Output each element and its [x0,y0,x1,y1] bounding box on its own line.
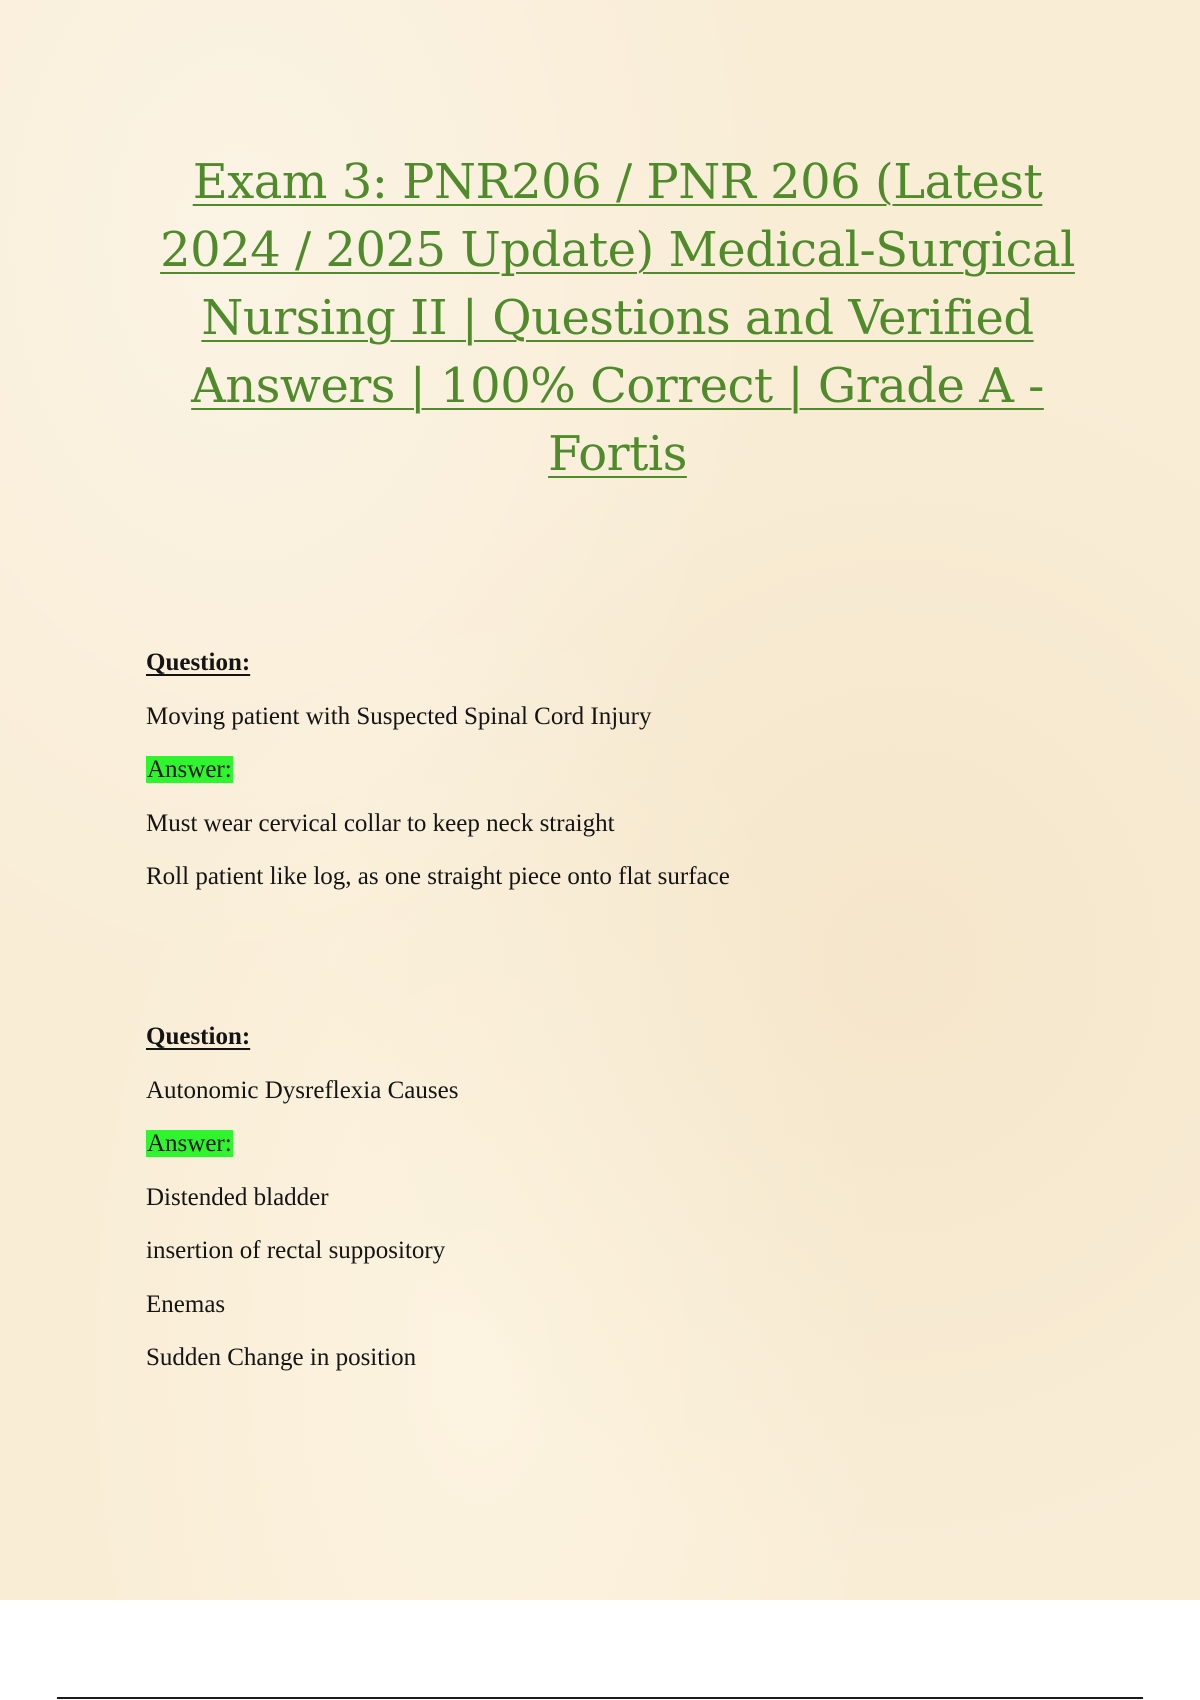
question-label: Question: [146,1023,251,1050]
answer-line: Distended bladder [146,1183,329,1211]
answer-line: Sudden Change in position [146,1344,417,1371]
answer-label: Answer: [147,756,232,783]
qa-block-2 [146,1010,458,1385]
answer-line: Roll patient like log, as one straight piece onto flat surface [146,863,730,890]
question-text: Autonomic Dysreflexia Causes [146,1076,459,1104]
answer-label: Answer: [147,1130,232,1157]
document-title-text: Exam 3: PNR206 / PNR 206 (Latest 2024 / 2025 Update) Medical-Surgical Nursing II | Questions and Verified Answers | 100% Correct | Grade A - Fortis [160,154,1075,482]
question-label: Question: [146,649,251,676]
document-title [150,148,1085,488]
answer-line: Must wear cervical collar to keep neck straight [146,809,615,837]
answer-line: insertion of rectal suppository [146,1237,446,1264]
question-text: Moving patient with Suspected Spinal Cord Injury [146,702,652,730]
answer-line: Enemas [146,1290,226,1318]
qa-block-1 [146,636,730,904]
footer-divider [57,1697,1143,1699]
